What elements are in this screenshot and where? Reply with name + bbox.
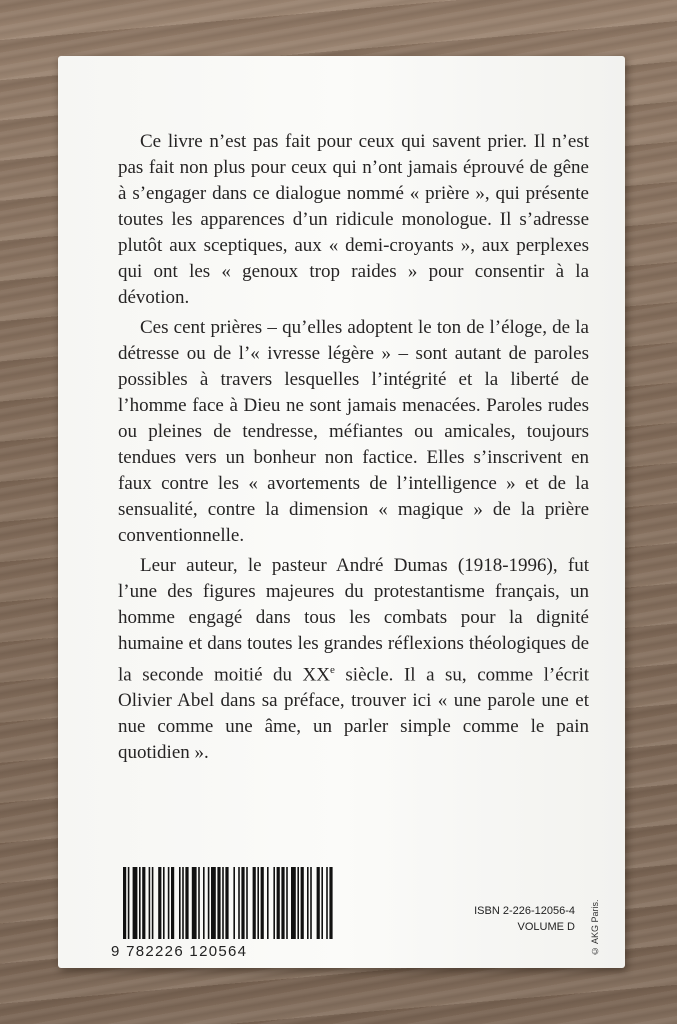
barcode-bar xyxy=(133,867,138,939)
barcode-bars xyxy=(111,863,342,943)
barcode-bar xyxy=(321,867,323,939)
book-back-cover xyxy=(58,56,625,968)
image-credit: © AKG Paris. xyxy=(590,899,600,956)
barcode-bar xyxy=(128,867,130,939)
barcode-bar xyxy=(297,867,299,939)
barcode-bar xyxy=(233,867,235,939)
blurb-paragraph-3 xyxy=(118,553,589,766)
barcode-bar xyxy=(185,867,188,939)
barcode-bar xyxy=(163,867,165,939)
barcode-bar xyxy=(152,867,154,939)
barcode-bar xyxy=(291,867,296,939)
barcode-bar xyxy=(310,867,312,939)
barcode-bar xyxy=(301,867,304,939)
barcode-bar xyxy=(139,867,141,939)
barcode-bar xyxy=(171,867,174,939)
barcode-bar xyxy=(307,867,309,939)
barcode-bar xyxy=(225,867,228,939)
barcode-bar xyxy=(198,867,200,939)
barcode-bar xyxy=(238,867,240,939)
barcode-bar xyxy=(208,867,210,939)
barcode-digits: 9 782226 120564 xyxy=(111,943,248,960)
barcode-bar xyxy=(217,867,220,939)
barcode-bar xyxy=(326,867,328,939)
barcode-bar xyxy=(192,867,197,939)
barcode-bar xyxy=(317,867,320,939)
barcode-bar xyxy=(267,867,269,939)
isbn-number: ISBN 2-226-12056-4 xyxy=(474,905,575,917)
blurb-paragraph-3-end: siècle. Il a su, comme l’écrit Olivier Abel dans sa préface, trouver ici « une parole une et nue comme une âme, un parler simple comme le pain quotidien ». xyxy=(118,664,589,764)
barcode-bar xyxy=(182,867,184,939)
barcode-bar xyxy=(281,867,284,939)
barcode-bar xyxy=(142,867,145,939)
barcode-bar xyxy=(123,867,126,939)
barcode-bar xyxy=(273,867,275,939)
barcode-bar xyxy=(179,867,181,939)
barcode-bar xyxy=(329,867,332,939)
barcode-bar xyxy=(149,867,151,939)
barcode-bar xyxy=(222,867,224,939)
barcode-bar xyxy=(203,867,205,939)
barcode-bar xyxy=(261,867,264,939)
blurb-paragraph-2: Ces cent prières – qu’elles adoptent le ton de l’éloge, de la détresse ou de l’« ivresse légère » – sont autant de paroles possibles à travers lesquelles l’intégrité et la liberté de l’homme face à Dieu ne sont jamais menacées. Paroles rudes ou pleines de tendresse, méfiantes ou amicales, toujours tendues vers un bonheur non factice. Elles s’inscrivent en faux contre les « avortements de l’intelligence » et de la sensualité, contre la dimension « magique » de la prière conventionnelle. xyxy=(118,317,589,546)
barcode-bar xyxy=(253,867,256,939)
blurb-paragraph-1: Ce livre n’est pas fait pour ceux qui savent prier. Il n’est pas fait non plus pour ceux qui n’ont jamais éprouvé de gêne à s’engager dans ce dialogue nommé « prière », qui présente toutes les apparences d’un ridicule monologue. Il s’adresse plutôt aux sceptiques, aux « demi-croyants », aux perplexes qui ont les « genoux trop raides » pour consentir à la dévotion. xyxy=(118,131,589,308)
century-superscript: e xyxy=(330,664,335,676)
volume-label: VOLUME D xyxy=(517,921,575,933)
barcode-bar xyxy=(211,867,216,939)
barcode-bar xyxy=(241,867,244,939)
barcode-bar xyxy=(277,867,280,939)
blurb-paragraph-3-start: Leur auteur, le pasteur André Dumas (1918-1996), fut l’une des figures majeures du protestantisme français, un homme engagé dans tous les combats pour la dignité humaine et dans toutes les grandes réflexions théologiques de la seconde moitié du XX xyxy=(118,555,589,686)
back-cover-blurb xyxy=(118,129,589,770)
barcode-bar xyxy=(168,867,170,939)
barcode-bar xyxy=(257,867,259,939)
barcode-bar xyxy=(246,867,248,939)
barcode-bar xyxy=(158,867,161,939)
barcode xyxy=(111,863,342,958)
barcode-bar xyxy=(286,867,288,939)
